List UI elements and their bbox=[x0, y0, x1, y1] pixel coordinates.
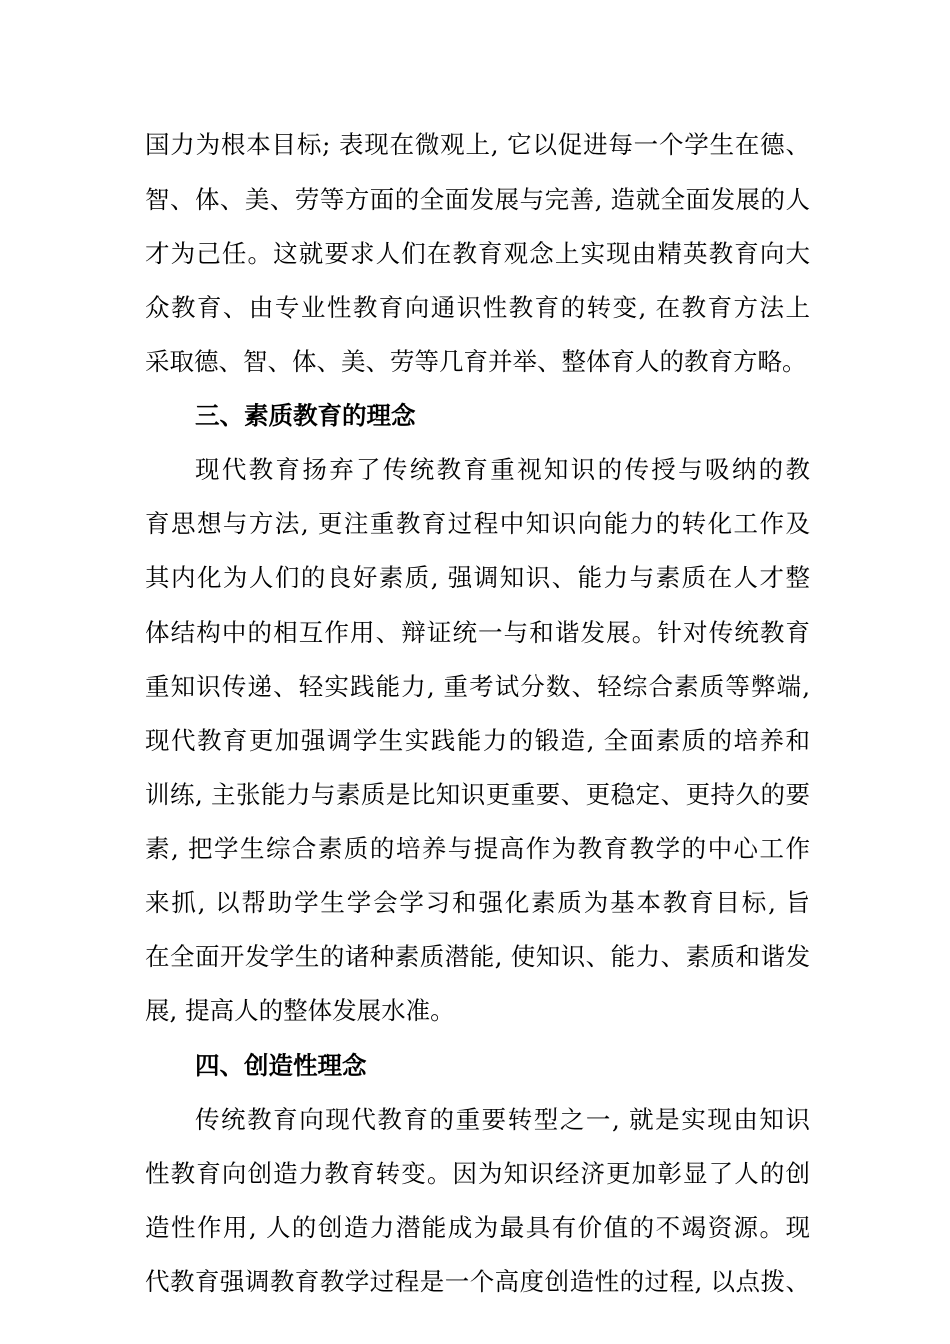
paragraph-line: 其内化为人们的良好素质, 强调知识、能力与素质在人才整 bbox=[145, 563, 810, 592]
paragraph-line: 素, 把学生综合素质的培养与提高作为教育教学的中心工作 bbox=[145, 834, 810, 863]
paragraph-line: 在全面开发学生的诸种素质潜能, 使知识、能力、素质和谐发 bbox=[145, 942, 810, 971]
paragraph-line: 众教育、由专业性教育向通识性教育的转变, 在教育方法上 bbox=[145, 293, 810, 322]
paragraph-line: 性教育向创造力教育转变。因为知识经济更加彰显了人的创 bbox=[145, 1159, 810, 1188]
paragraph-line: 智、体、美、劳等方面的全面发展与完善, 造就全面发展的人 bbox=[145, 185, 810, 214]
paragraph-line: 代教育强调教育教学过程是一个高度创造性的过程, 以点拨、 bbox=[145, 1267, 810, 1296]
paragraph-line: 现代教育扬弃了传统教育重视知识的传授与吸纳的教 bbox=[195, 455, 810, 484]
section-heading-creativity: 四、创造性理念 bbox=[195, 1051, 367, 1080]
paragraph-line: 国力为根本目标; 表现在微观上, 它以促进每一个学生在德、 bbox=[145, 130, 810, 159]
paragraph-line: 才为己任。这就要求人们在教育观念上实现由精英教育向大 bbox=[145, 239, 810, 268]
paragraph-line: 重知识传递、轻实践能力, 重考试分数、轻综合素质等弊端, bbox=[145, 672, 810, 701]
paragraph-line: 采取德、智、体、美、劳等几育并举、整体育人的教育方略。 bbox=[145, 347, 807, 376]
paragraph-line: 传统教育向现代教育的重要转型之一, 就是实现由知识 bbox=[195, 1105, 810, 1134]
paragraph-line: 展, 提高人的整体发展水准。 bbox=[145, 996, 455, 1025]
section-heading-quality-education: 三、素质教育的理念 bbox=[195, 401, 416, 430]
paragraph-line: 现代教育更加强调学生实践能力的锻造, 全面素质的培养和 bbox=[145, 726, 810, 755]
paragraph-line: 来抓, 以帮助学生学会学习和强化素质为基本教育目标, 旨 bbox=[145, 888, 810, 917]
paragraph-line: 造性作用, 人的创造力潜能成为最具有价值的不竭资源。现 bbox=[145, 1213, 810, 1242]
paragraph-line: 训练, 主张能力与素质是比知识更重要、更稳定、更持久的要 bbox=[145, 780, 810, 809]
paragraph-line: 体结构中的相互作用、辩证统一与和谐发展。针对传统教育 bbox=[145, 618, 810, 647]
paragraph-line: 育思想与方法, 更注重教育过程中知识向能力的转化工作及 bbox=[145, 509, 810, 538]
